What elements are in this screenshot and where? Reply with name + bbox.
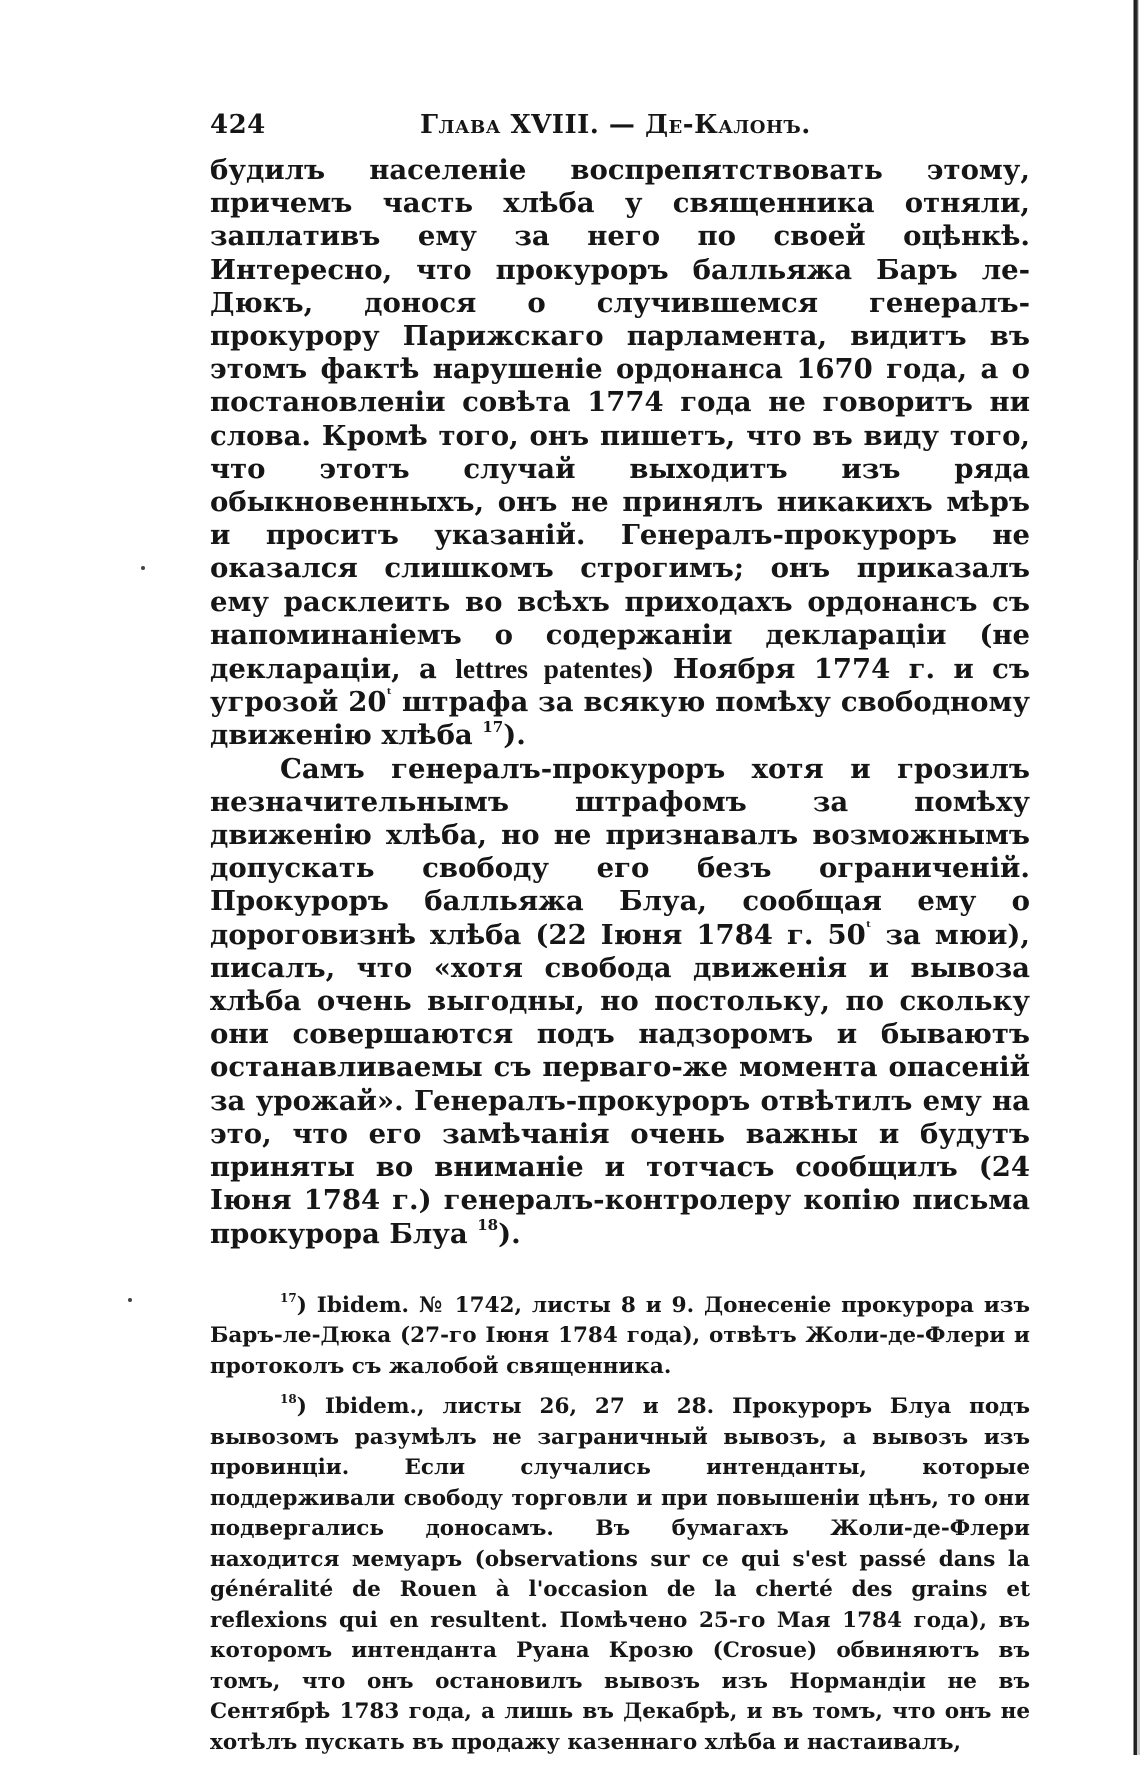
scan-speck <box>128 1298 132 1302</box>
footnote-17 <box>210 1291 1030 1383</box>
footnote-18 <box>210 1392 1030 1758</box>
footnote-ref-17: 17 <box>482 718 504 737</box>
book-page <box>210 110 1030 1768</box>
footnote-mark: 18 <box>280 1392 297 1407</box>
paragraph: будилъ населеніе воспрепятствовать этому, причемъ часть хлѣба у священника отняли, заплативъ ему за него по своей оцѣнкѣ. Интересно, что прокуроръ балльяжа Баръ ле-Дюкъ, донося о случившемся генералъ-прокурору Парижскаго парламента, видитъ въ этомъ фактѣ нарушеніе ордонанса 1670 года, а о постановленіи совѣта 1774 года не говоритъ ни слова. Кромѣ того, онъ пишетъ, что въ виду того, что этотъ случай выходитъ изъ ряда обыкновенныхъ, онъ не принялъ никакихъ мѣръ и проситъ указаній. Генералъ-прокуроръ не оказался слишкомъ строгимъ; онъ приказалъ ему расклеить во всѣхъ приходахъ ордонансъ съ напоминаніемъ о содержаніи деклараціи (не деклараціи, а lettres patentes) Ноября 1774 г. и съ угрозой $20^ᵗ$ штрафа за всякую помѣху свободному движенію хлѣба $^{17}$). <box>210 154 1031 752</box>
livres-mark: ᵗ <box>865 917 872 936</box>
page-number: 424 <box>210 110 266 140</box>
footnote-ref-18: 18 <box>477 1216 499 1235</box>
paragraph: Самъ генералъ-прокуроръ хотя и грозилъ незначительнымъ штрафомъ за помѣху движенію хлѣба, но не признавалъ возможнымъ допускать свободу его безъ ограниченій. Прокуроръ балльяжа Блуа, сообщая ему о дороговизнѣ хлѣба (22 Іюня 1784 г. $50^ᵗ$ за мюи), писалъ, что «хотя свобода движенія и вывоза хлѣба очень выгодны, но постольку, по скольку они совершаются подъ надзоромъ и бываютъ останавливаемы съ перваго-же момента опасеній за урожай». Генералъ-прокуроръ отвѣтилъ ему на это, что его замѣчанія очень важны и будутъ приняты во вниманіе и тотчасъ сообщилъ (24 Іюня 1784 г.) генералъ-контролеру копію письма прокурора Блуа $^{18}$). <box>210 752 1030 1250</box>
running-head <box>210 110 1030 154</box>
footnotes <box>210 1291 1030 1759</box>
footnote-mark: 17 <box>280 1290 297 1305</box>
latin-phrase: lettres patentes <box>455 653 642 685</box>
footnote-text: ) Ibidem. № 1742, листы 8 и 9. Донесеніе прокурора изъ Баръ-ле-Дюка (27-го Іюня 1784 года), отвѣтъ Жоли-де-Флери и протоколъ съ жалобой священника. <box>210 1292 1030 1379</box>
chapter-title: Глава XVIII. — Де-Калонъ. <box>420 110 811 140</box>
main-text <box>210 154 1030 1251</box>
livres-mark: ᵗ <box>386 685 393 704</box>
scan-speck <box>141 566 145 570</box>
footnote-text: ) Ibidem., листы 26, 27 и 28. Прокуроръ Блуа подъ вывозомъ разумѣлъ не заграничный вывозъ, а вывозъ изъ провинціи. Если случались интенданты, которые поддерживали свободу торговли и при повышеніи цѣнъ, то они подвергались доносамъ. Въ бумагахъ Жоли-де-Флери находится мемуаръ (observations sur ce qui s'est passé dans la généralité de Rouen à l'occasion de la cherté des grains et reflexions qui en resultent. Помѣчено 25-го Мая 1784 года), въ которомъ интенданта Руана Крозю (Crosue) обвиняютъ въ томъ, что онъ остановилъ вывозъ изъ Нормандіи не въ Сентябрѣ 1783 года, а лишь въ Декабрѣ, и въ томъ, что онъ не хотѣлъ пускать въ продажу казеннаго хлѣба и настаивалъ, <box>210 1394 1030 1755</box>
